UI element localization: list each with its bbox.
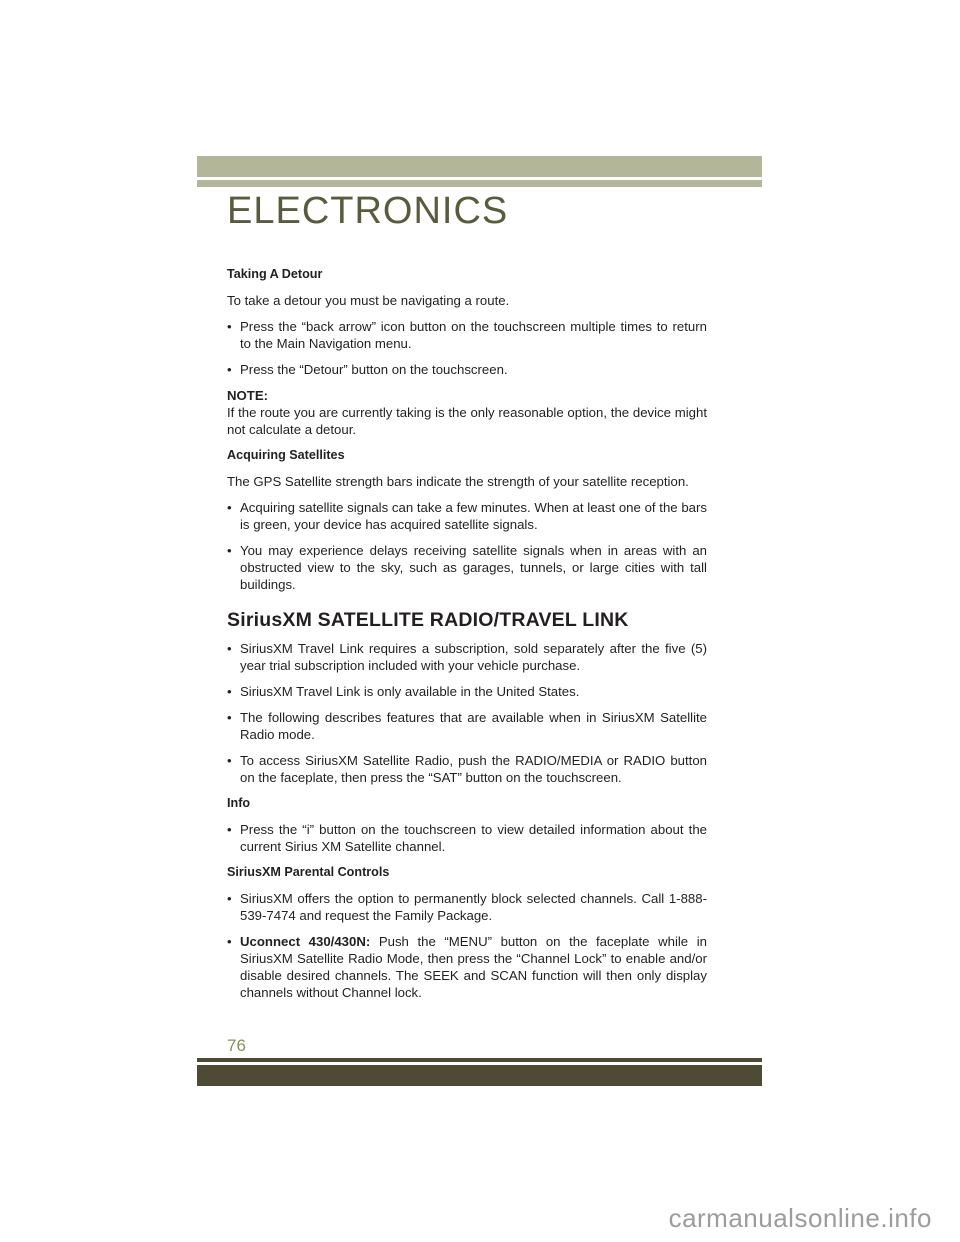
uconnect-text: Push the “MENU” button on the faceplate while in SiriusXM Satellite Radio Mode, then press the “Channel Lock” to enable and/or disable desired channels. The SEEK and SCAN function will then only display channels without Channel lock. <box>240 934 707 1000</box>
siriusxm-bullet-list <box>227 640 707 786</box>
satellites-bullet-list <box>227 499 707 593</box>
header-band <box>197 156 762 177</box>
list-item: • SiriusXM offers the option to permanently block selected channels. Call 1-888-539-7474 and request the Family Package. <box>227 890 707 924</box>
info-bullet-list <box>227 821 707 855</box>
note-label: NOTE: <box>227 388 269 403</box>
list-item: • Press the “Detour” button on the touchscreen. <box>227 361 707 378</box>
page-content <box>227 266 707 1010</box>
section-title: ELECTRONICS <box>227 190 509 232</box>
list-item: • Acquiring satellite signals can take a few minutes. When at least one of the bars is green, your device has acquired satellite signals. <box>227 499 707 533</box>
detour-heading: Taking A Detour <box>227 267 323 281</box>
footer-band <box>197 1065 762 1086</box>
siriusxm-heading: SiriusXM SATELLITE RADIO/TRAVEL LINK <box>227 609 629 631</box>
satellites-heading: Acquiring Satellites <box>227 448 345 462</box>
watermark: carmanualsonline.info <box>668 1203 932 1233</box>
detour-bullet-list <box>227 318 707 378</box>
list-item: • To access SiriusXM Satellite Radio, push the RADIO/MEDIA or RADIO button on the faceplate, then press the “SAT” button on the touchscreen. <box>227 752 707 786</box>
note-text: If the route you are currently taking is the only reasonable option, the device might not calculate a detour. <box>227 405 707 437</box>
list-item: • You may experience delays receiving satellite signals when in areas with an obstructed view to the sky, such as garages, tunnels, or large cities with tall buildings. <box>227 542 707 593</box>
list-item: • The following describes features that are available when in SiriusXM Satellite Radio mode. <box>227 709 707 743</box>
list-item <box>227 933 707 1001</box>
header-rule <box>197 180 762 187</box>
list-item: • SiriusXM Travel Link requires a subscription, sold separately after the five (5) year trial subscription included with your vehicle purchase. <box>227 640 707 674</box>
list-item: • Press the “i” button on the touchscreen to view detailed information about the current Sirius XM Satellite channel. <box>227 821 707 855</box>
info-heading: Info <box>227 796 251 810</box>
satellites-intro: The GPS Satellite strength bars indicate the strength of your satellite reception. <box>227 474 689 489</box>
list-item: • Press the “back arrow” icon button on the touchscreen multiple times to return to the Main Navigation menu. <box>227 318 707 352</box>
uconnect-label: Uconnect 430/430N: <box>240 934 371 949</box>
page-number: 76 <box>227 1036 246 1055</box>
parental-bullet-list <box>227 890 707 1001</box>
parental-heading: SiriusXM Parental Controls <box>227 865 390 879</box>
detour-intro: To take a detour you must be navigating a route. <box>227 293 510 308</box>
footer-rule <box>197 1058 762 1062</box>
list-item: • SiriusXM Travel Link is only available in the United States. <box>227 683 707 700</box>
